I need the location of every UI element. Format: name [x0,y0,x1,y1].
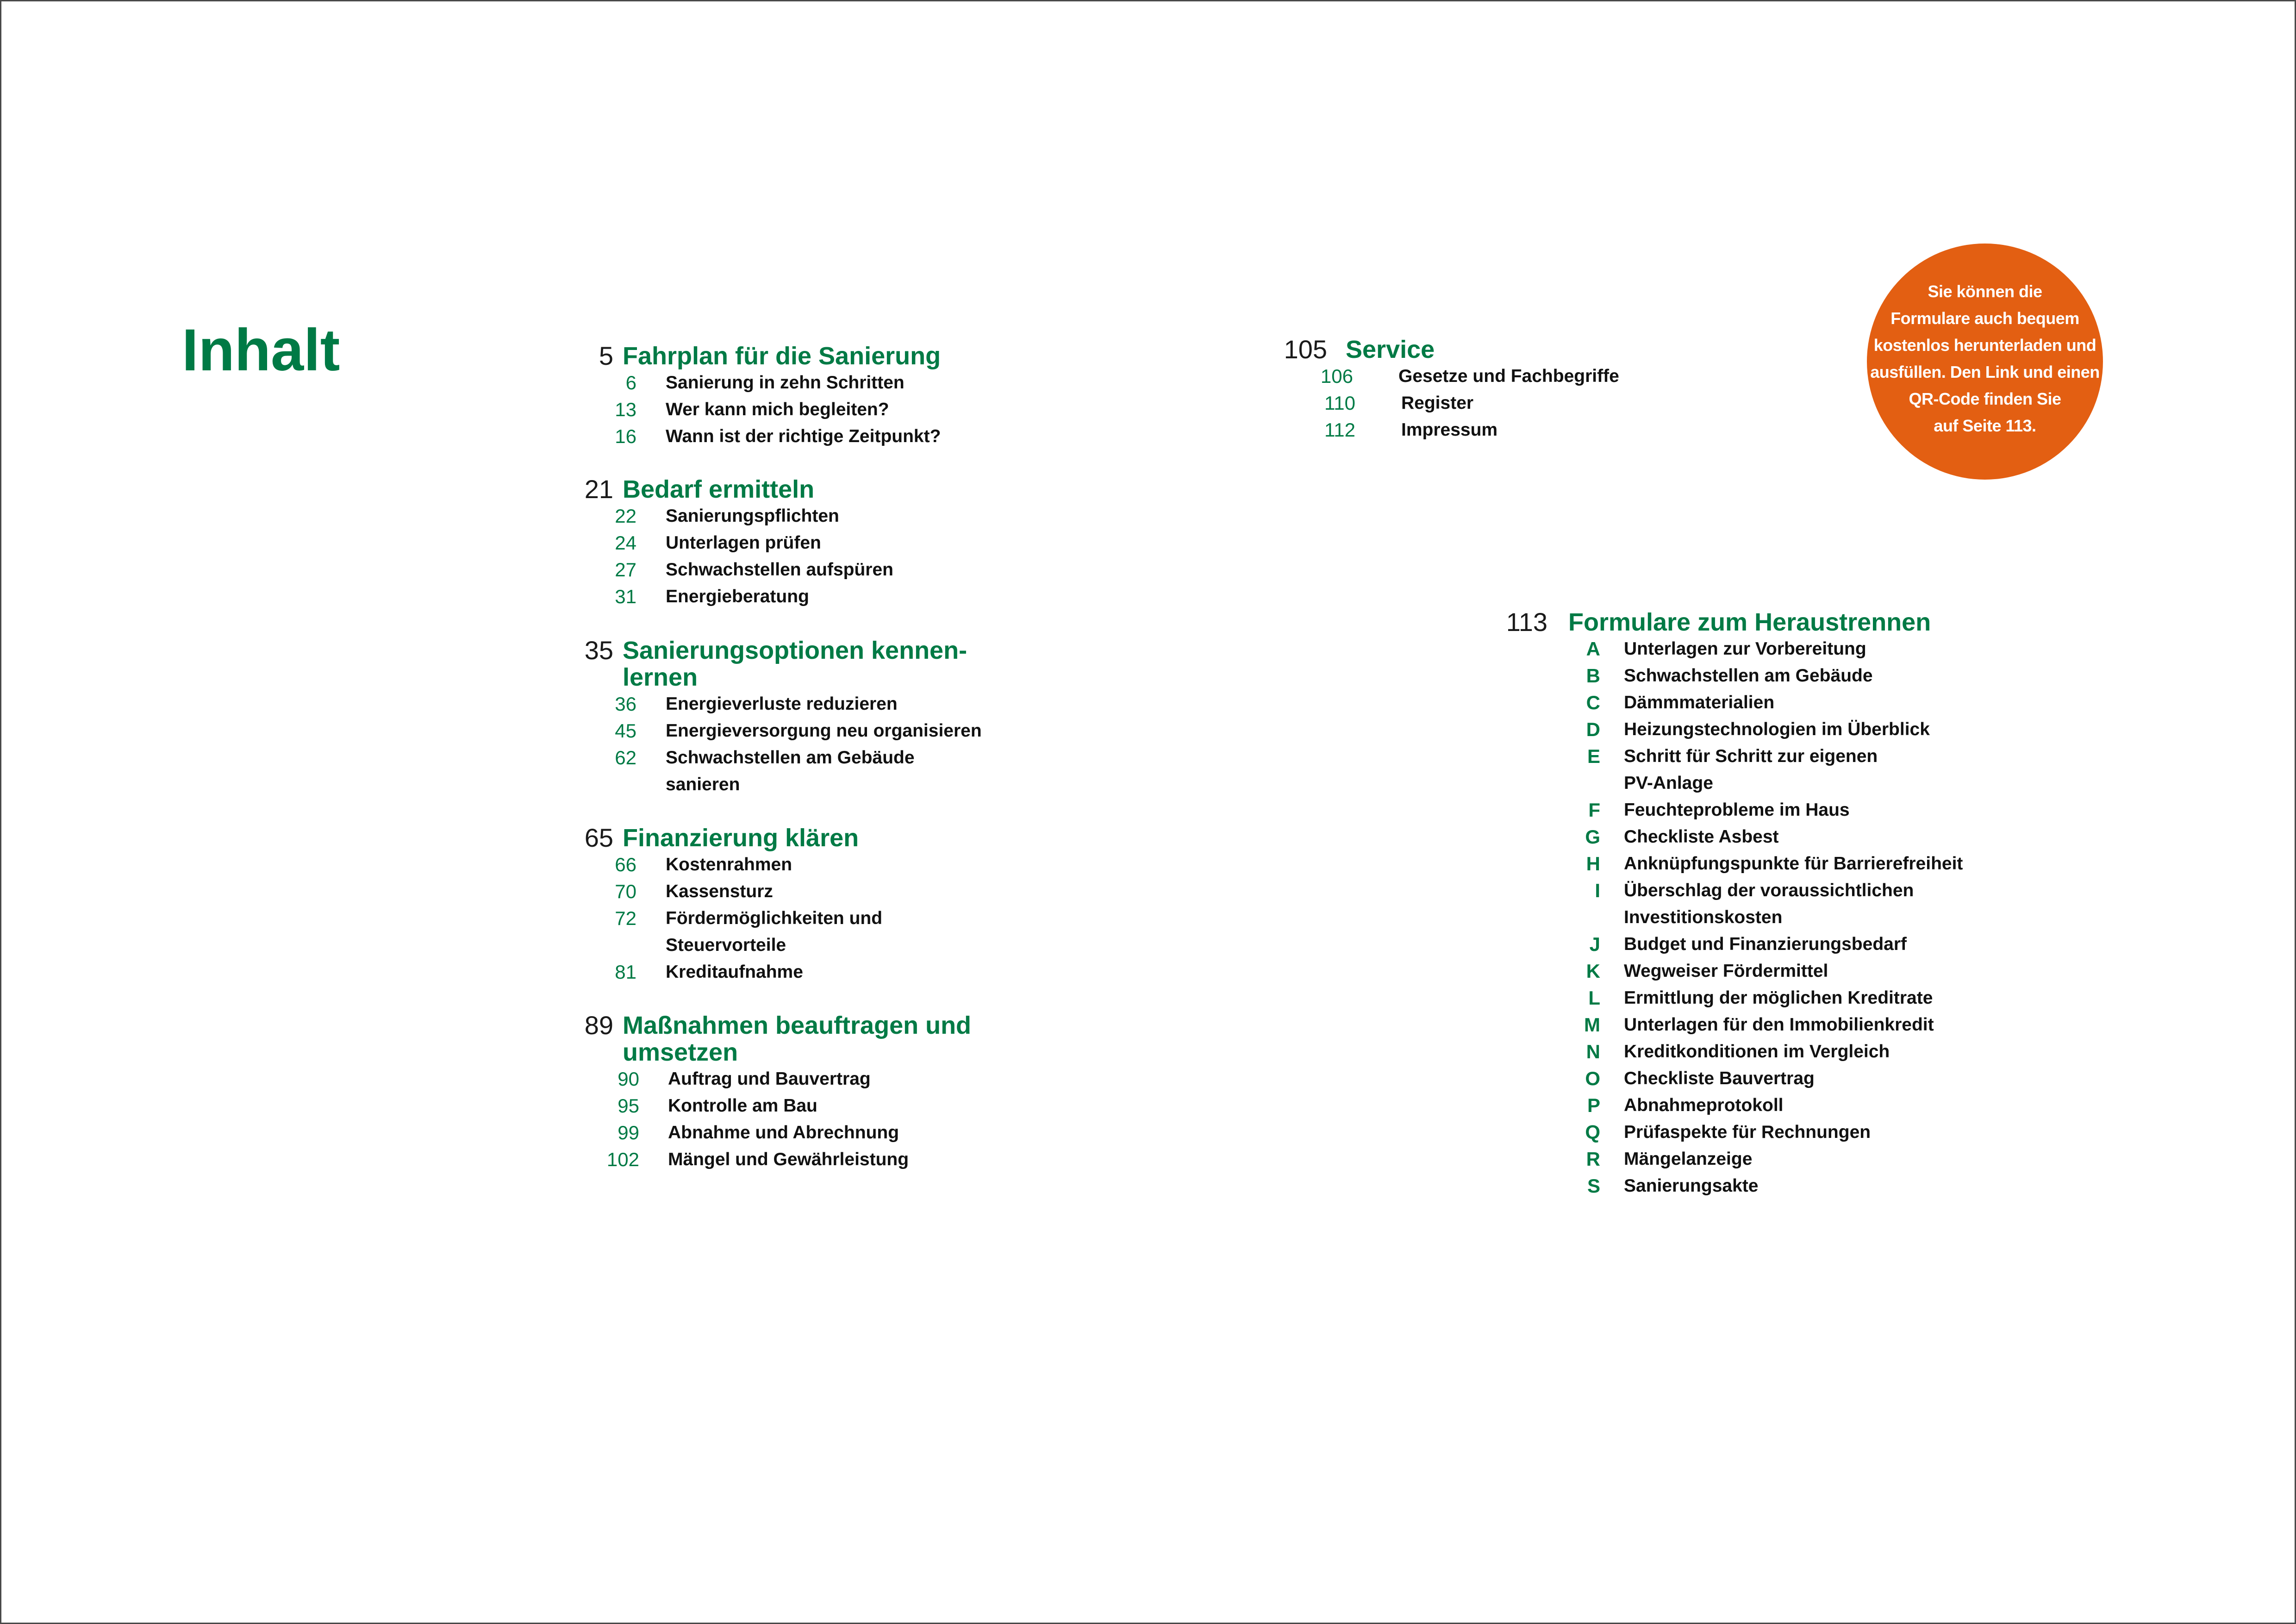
form-letter: K [1586,960,1600,982]
entry-page-number: 110 [1324,392,1355,414]
entry-label: Überschlag der voraussichtlichen [1624,881,1914,900]
form-letter: Q [1585,1121,1600,1143]
info-badge [1867,244,2103,480]
entry-label: Abnahme und Abrechnung [668,1123,899,1143]
entry-label: Checkliste Asbest [1624,827,1779,847]
entry-label: Prüfaspekte für Rechnungen [1624,1122,1871,1142]
entry-label: Mängel und Gewährleistung [668,1149,909,1169]
entry-label: Kassensturz [666,881,773,901]
entry-page-number: 24 [615,532,636,554]
chapter-page-number: 35 [584,636,613,665]
entry-page-number: 6 [625,372,636,394]
form-letter: C [1586,692,1600,713]
entry-label: Wer kann mich begleiten? [666,400,889,419]
entry-label: Unterlagen zur Vorbereitung [1624,639,1866,659]
chapter-page-number: 21 [584,475,613,504]
entry-label: Anknüpfungspunkte für Barrierefreiheit [1624,854,1963,874]
entry-label: Heizungstechnologien im Überblick [1624,719,1930,739]
entry-label: Kostenrahmen [666,855,792,874]
entry-page-number: 66 [615,854,636,875]
chapter-title[interactable]: Service [1346,336,1435,363]
entry-page-number: 27 [615,559,636,581]
form-letter: N [1586,1041,1600,1062]
entry-label: sanieren [666,775,740,794]
entry-label: Wegweiser Fördermittel [1624,961,1828,981]
entry-label: Fördermöglichkeiten und [666,908,883,928]
entry-label: Unterlagen prüfen [666,533,821,553]
entry-page-number: 22 [615,505,636,527]
entry-label: Sanierungsakte [1624,1176,1759,1196]
form-letter: E [1587,745,1600,767]
form-letter: G [1585,826,1600,848]
entry-label: Auftrag und Bauvertrag [668,1069,871,1089]
entry-label: Budget und Finanzierungsbedarf [1624,934,1907,954]
form-letter: D [1586,718,1600,740]
chapter-page-number: 105 [1284,335,1327,364]
chapter-title[interactable] [623,1012,1039,1066]
chapter-page-number: 113 [1506,607,1547,637]
form-letter: A [1586,638,1600,660]
form-letter: B [1586,665,1600,687]
entry-page-number: 36 [615,693,636,715]
info-badge-line: Sie können die [1928,282,2042,301]
entry-label: Energieberatung [666,587,809,606]
entry-label: Kreditkonditionen im Vergleich [1624,1042,1890,1062]
chapter-title[interactable]: Fahrplan für die Sanierung [623,342,941,370]
form-letter: L [1588,987,1600,1009]
entry-label: Schritt für Schritt zur eigenen [1624,746,1878,766]
entry-page-number: 31 [615,586,636,607]
entry-label: Unterlagen für den Immobilienkredit [1624,1015,1934,1035]
chapter-title[interactable]: Formulare zum Heraustrennen [1568,608,1931,636]
entry-label: Feuchteprobleme im Haus [1624,800,1850,820]
entry-label: Abnahmeprotokoll [1624,1095,1784,1115]
entry-page-number: 62 [615,747,636,768]
form-letter: I [1595,880,1600,901]
form-letter: J [1589,933,1600,955]
chapter-page-number: 5 [599,341,613,370]
entry-page-number: 99 [618,1122,639,1143]
chapter-title[interactable] [623,637,1039,691]
info-badge-line: kostenlos herunterladen und [1873,336,2096,355]
chapter-title-line: Sanierungsoptionen kennen- [623,637,967,664]
chapter-title[interactable]: Finanzierung klären [623,824,859,852]
entry-label: Investitionskosten [1624,907,1783,927]
entry-label: Schwachstellen aufspüren [666,560,893,580]
entry-page-number: 106 [1320,365,1353,387]
form-letter: H [1586,853,1600,874]
form-letter: O [1585,1068,1600,1089]
chapter-page-number: 89 [584,1011,613,1040]
entry-page-number: 112 [1324,419,1355,441]
form-letter: S [1587,1175,1600,1197]
chapter-title-line: Maßnahmen beauftragen und [623,1012,972,1039]
form-letter: M [1584,1014,1600,1036]
entry-label: Wann ist der richtige Zeitpunkt? [666,426,941,446]
entry-label: Mängelanzeige [1624,1149,1753,1169]
page-title: Inhalt [182,317,340,383]
entry-label: Kreditaufnahme [666,962,803,982]
entry-label: Energieverluste reduzieren [666,694,898,714]
entry-label: Register [1401,393,1474,413]
form-letter: F [1588,799,1600,821]
chapter-page-number: 65 [584,823,613,852]
entry-page-number: 16 [615,425,636,447]
entry-page-number: 102 [606,1149,639,1170]
entry-page-number: 45 [615,720,636,742]
entry-page-number: 95 [618,1095,639,1117]
info-badge-line: auf Seite 113. [1934,416,2036,435]
info-badge-line: ausfüllen. Den Link und einen [1870,362,2100,381]
entry-label: PV-Anlage [1624,773,1713,793]
entry-page-number: 90 [618,1068,639,1090]
entry-label: Energieversorgung neu organisieren [666,721,982,741]
entry-page-number: 70 [615,881,636,902]
entry-label: Checkliste Bauvertrag [1624,1068,1815,1088]
info-badge-line: QR-Code finden Sie [1909,389,2061,408]
entry-label: Ermittlung der möglichen Kreditrate [1624,988,1933,1008]
entry-label: Schwachstellen am Gebäude [666,748,915,768]
chapter-title[interactable]: Bedarf ermitteln [623,475,815,503]
chapter-title-line: lernen [623,663,698,691]
entry-label: Steuervorteile [666,935,786,955]
entry-page-number: 72 [615,907,636,929]
entry-label: Sanierungspflichten [666,506,839,526]
entry-page-number: 81 [615,961,636,983]
entry-label: Schwachstellen am Gebäude [1624,666,1873,686]
form-letter: R [1586,1148,1600,1170]
info-badge-text [1867,278,2103,439]
entry-label: Kontrolle am Bau [668,1096,817,1116]
entry-label: Sanierung in zehn Schritten [666,373,905,393]
entry-label: Impressum [1401,420,1498,440]
form-letter: P [1587,1094,1600,1116]
info-badge-line: Formulare auch bequem [1890,309,2079,328]
entry-label: Gesetze und Fachbegriffe [1398,366,1619,386]
chapter-title-line: umsetzen [623,1038,738,1066]
entry-label: Dämmmaterialien [1624,693,1775,712]
entry-page-number: 13 [615,399,636,420]
